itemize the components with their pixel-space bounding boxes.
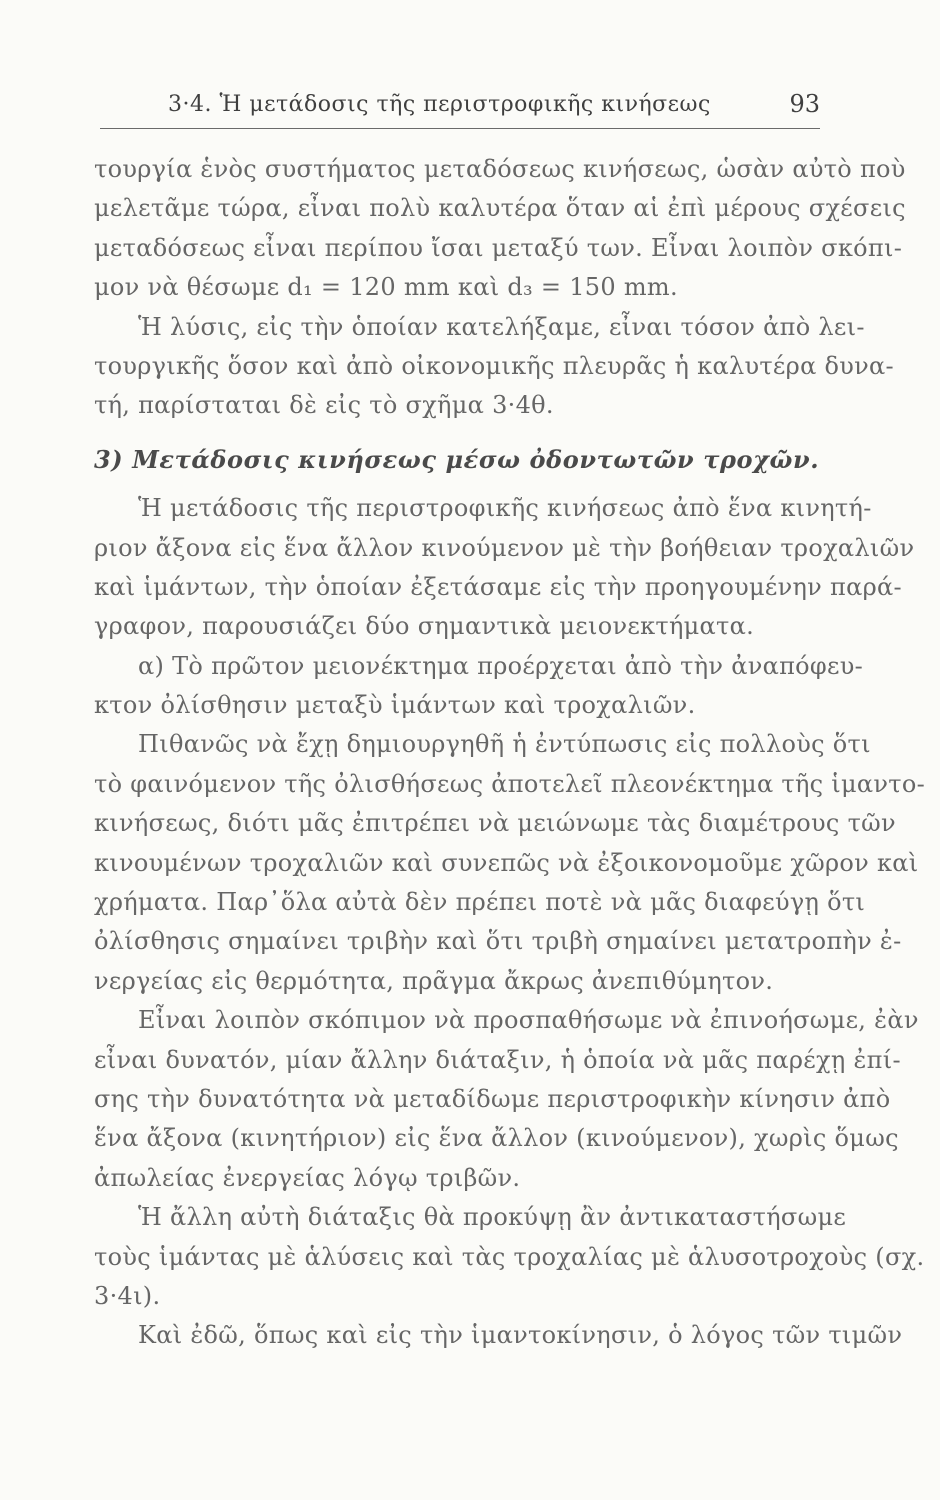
text-line: τοὺς ἱμάντας μὲ ἁλύσεις καὶ τὰς τροχαλίας μὲ ἁλυσοτροχοὺς (σχ. [94, 1242, 925, 1271]
text-line: νεργείας εἰς θερμότητα, πρᾶγμα ἄκρως ἀνεπιθύμητον. [94, 966, 774, 995]
section-subheading: 3) Μετάδοσις κινήσεως μέσω ὀδοντωτῶν τροχῶν. [94, 444, 820, 474]
text-line: σης τὴν δυνατότητα νὰ μεταδίδωμε περιστροφικὴν κίνησιν ἀπὸ [94, 1084, 891, 1113]
paragraph-start-line: Εἶναι λοιπὸν σκόπιμον νὰ προσπαθήσωμε νὰ ἐπινοήσωμε, ἐὰν [138, 1006, 919, 1035]
running-header [160, 90, 830, 124]
text-line: τὸ φαινόμενον τῆς ὀλισθήσεως ἀποτελεῖ πλεονέκτημα τῆς ἱμαντο- [94, 769, 926, 798]
section-title: 3·4. Ἡ μετάδοσις τῆς περιστροφικῆς κινήσεως [168, 92, 711, 117]
text-line: κινήσεως, διότι μᾶς ἐπιτρέπει νὰ μειώνωμε τὰς διαμέτρους τῶν [94, 809, 896, 838]
paragraph-start-line: Ἡ ἄλλη αὐτὴ διάταξις θὰ προκύψῃ ἂν ἀντικαταστήσωμε [138, 1203, 847, 1232]
text-line: μεταδόσεως εἶναι περίπου ἴσαι μεταξύ των. Εἶναι λοιπὸν σκόπι- [94, 233, 903, 262]
page-number: 93 [789, 90, 820, 118]
body-text [94, 150, 926, 1356]
text-line: χρήματα. Παρ᾽ὅλα αὐτὰ δὲν πρέπει ποτὲ νὰ μᾶς διαφεύγῃ ὅτι [94, 888, 866, 917]
text-line: τουργία ἑνὸς συστήματος μεταδόσεως κινήσεως, ὡσὰν αὐτὸ ποὺ [94, 155, 906, 183]
text-line: μελετᾶμε τώρα, εἶναι πολὺ καλυτέρα ὅταν αἱ ἐπὶ μέρους σχέσεις [94, 194, 906, 223]
text-line: γραφον, παρουσιάζει δύο σημαντικὰ μειονεκτήματα. [94, 612, 755, 641]
text-line: 3·4ι). [94, 1281, 161, 1310]
paragraph-start-line: α) Τὸ πρῶτον μειονέκτημα προέρχεται ἀπὸ τὴν ἀναπόφευ- [138, 651, 864, 680]
paragraph-start-line: Καὶ ἐδῶ, ὅπως καὶ εἰς τὴν ἱμαντοκίνησιν, ὁ λόγος τῶν τιμῶν [138, 1321, 903, 1350]
paragraph-start-line: Πιθανῶς νὰ ἔχῃ δημιουργηθῆ ἡ ἐντύπωσις εἰς πολλοὺς ὅτι [138, 730, 871, 759]
text-line: τουργικῆς ὅσον καὶ ἀπὸ οἰκονομικῆς πλευρᾶς ἡ καλυτέρα δυνα- [94, 351, 894, 380]
header-rule [100, 128, 820, 129]
text-line: κτον ὀλίσθησιν μεταξὺ ἱμάντων καὶ τροχαλιῶν. [94, 691, 696, 720]
paragraph-start-line: Ἡ λύσις, εἰς τὴν ὁποίαν κατελήξαμε, εἶναι τόσον ἀπὸ λει- [138, 312, 865, 341]
text-line: εἶναι δυνατόν, μίαν ἄλλην διάταξιν, ἡ ὁποία νὰ μᾶς παρέχῃ ἐπί- [94, 1045, 901, 1074]
text-line: καὶ ἱμάντων, τὴν ὁποίαν ἐξετάσαμε εἰς τὴν προηγουμένην παρά- [94, 572, 902, 601]
paragraph-start-line: Ἡ μετάδοσις τῆς περιστροφικῆς κινήσεως ἀπὸ ἕνα κινητή- [138, 494, 872, 523]
text-line: ἀπωλείας ἐνεργείας λόγῳ τριβῶν. [94, 1163, 521, 1192]
text-line: μον νὰ θέσωμε d₁ = 120 mm καὶ d₃ = 150 mm. [94, 273, 678, 302]
text-line: τή, παρίσταται δὲ εἰς τὸ σχῆμα 3·4θ. [94, 391, 554, 420]
text-line: κινουμένων τροχαλιῶν καὶ συνεπῶς νὰ ἐξοικονομοῦμε χῶρον καὶ [94, 848, 919, 877]
text-line: ἕνα ἄξονα (κινητήριον) εἰς ἕνα ἄλλον (κινούμενον), χωρὶς ὅμως [94, 1124, 899, 1153]
text-line: ριον ἄξονα εἰς ἕνα ἄλλον κινούμενον μὲ τὴν βοήθειαν τροχαλιῶν [94, 533, 915, 562]
text-line: ὀλίσθησις σημαίνει τριβὴν καὶ ὅτι τριβὴ σημαίνει μετατροπὴν ἐ- [94, 927, 902, 956]
